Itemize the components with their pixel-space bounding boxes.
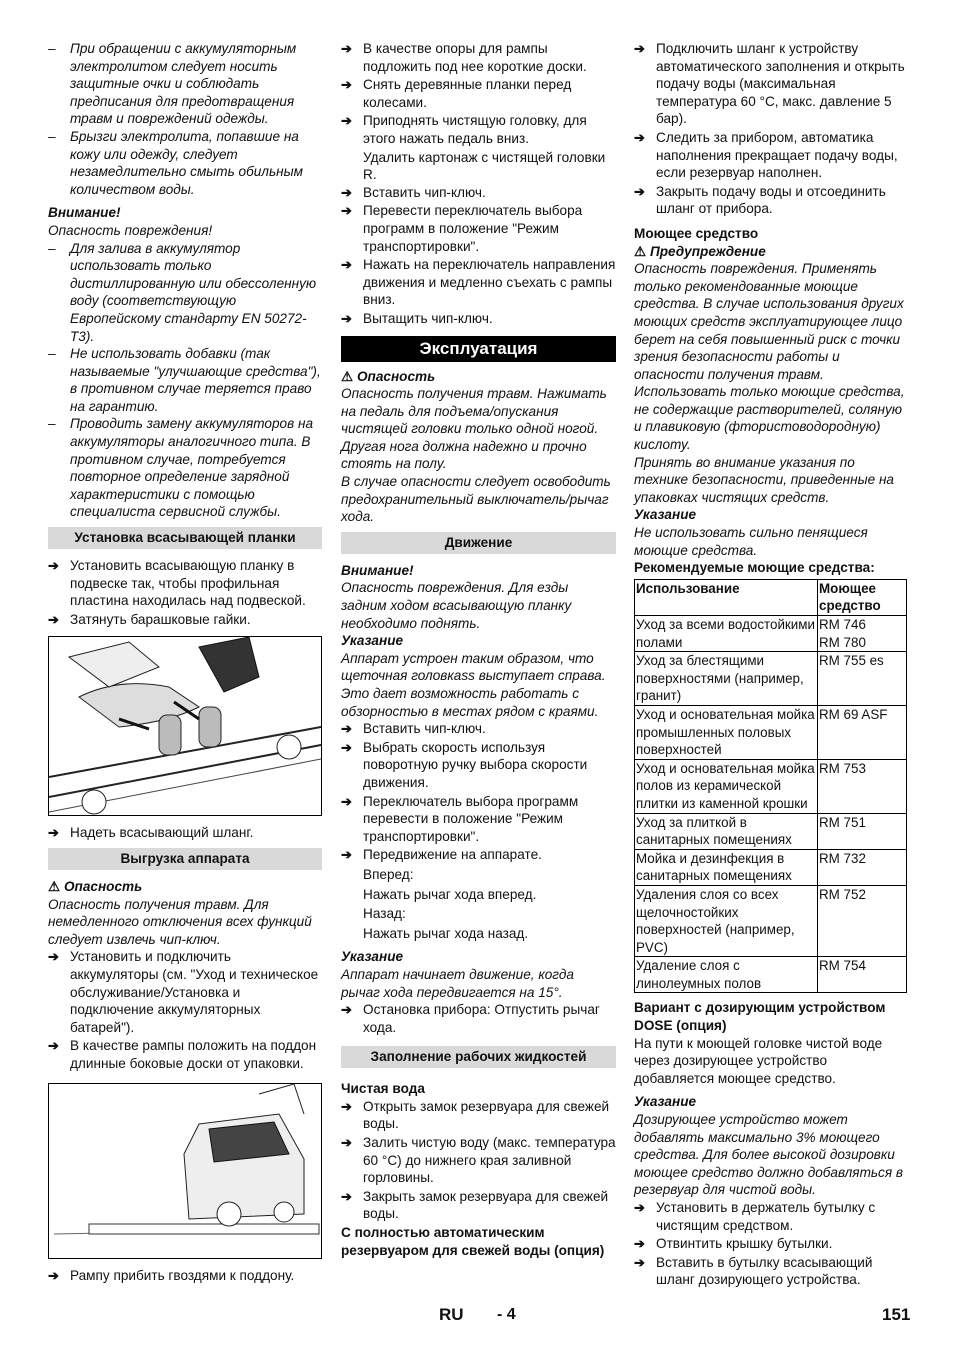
step-item: ➔ Рампу прибить гвоздями к поддону. [48,1267,322,1285]
attention-title: Внимание! [48,205,121,221]
step-subtext: Назад: [363,906,406,922]
section-heading: Установка всасывающей планки [48,527,322,549]
table-row [635,616,907,652]
step-item: ➔ Залить чистую воду (макс. температура 60 °C) до нижнего края заливной горловины. [341,1134,616,1187]
step-item: ➔ Установить в держатель бутылку с чистящим средством. [634,1199,907,1234]
column-middle [341,40,616,1259]
note-text: Не использовать сильно пенящиеся моющие средства. [634,525,868,558]
table-cell-agent: RM 746 RM 780 [818,616,907,652]
subheading: Вариант с дозирующим устройством DOSE (опция) [634,1000,886,1034]
squeegee-drawing [49,637,321,815]
step-item: ➔ Остановка прибора: Отпустить рычаг хода. [341,1001,616,1036]
table-cell-agent: RM 755 es [818,652,907,706]
table-cell-agent: RM 732 [818,849,907,885]
table-row [635,849,907,885]
warning-text: Использовать только моющие средства, не содержащие растворителей, соляную и плавиковую (фтористоводородную) кислоту. [634,384,905,453]
step-item: ➔ Открыть замок резервуара для свежей воды. [341,1098,616,1133]
step-item: ➔ Надеть всасывающий шланг. [48,824,322,842]
table-cell-agent: RM 752 [818,885,907,956]
subheading: Рекомендуемые моющие средства: [634,560,875,576]
list-item: – Не использовать добавки (так называемые "улучшающие средства"), в противном случае теряется право на гарантию. [48,345,322,415]
danger-title: ⚠ Опасность [48,878,322,896]
attention-text: Опасность повреждения. Для езды задним ходом всасывающую планку необходимо поднять. [341,580,572,631]
note-title: Указание [634,1094,697,1110]
table-row [635,759,907,813]
table-header-use: Использование [635,579,818,615]
step-subtext: Вперед: [363,866,414,882]
table-row [635,705,907,759]
squeegee-illustration [48,636,322,816]
section-heading: Выгрузка аппарата [48,848,322,870]
column-right [634,40,907,1290]
table-row [635,813,907,849]
footer-page-number: 151 [882,1305,911,1324]
step-item: ➔ Затянуть барашковые гайки. [48,611,322,629]
danger-text: В случае опасности следует освободить предохранительный выключатель/рычаг хода. [341,474,611,525]
table-row [635,957,907,993]
danger-title: ⚠ Опасность [341,368,616,386]
step-item: ➔ Вставить чип-ключ. [341,720,616,738]
step-item: ➔ Установить и подключить аккумуляторы (см. "Уход и техническое обслуживание/Установка и подключение аккумуляторных батарей"). [48,948,322,1036]
table-cell-use: Уход за блестящими поверхностями (например, гранит) [635,652,818,706]
table-row [635,885,907,956]
table-cell-agent: RM 69 ASF [818,705,907,759]
step-item: ➔ В качестве рампы положить на поддон длинные боковые доски от упаковки. [48,1037,322,1072]
note-title: Указание [634,507,697,523]
note-text: Дозирующее устройство может добавлять максимально 3% моющего средства. Для более высокой дозировки моющее средство должно добавляться в резервуар для чистой воды. [634,1112,903,1198]
footer-language: RU [439,1305,464,1324]
step-item: ➔ Закрыть подачу воды и отсоединить шланг от прибора. [634,183,907,218]
step-item: ➔ Приподнять чистящую головку, для этого нажать педаль вниз. [341,112,616,147]
warning-title: ⚠ Предупреждение [634,243,907,261]
detergent-table [634,579,907,994]
list-item: – Для залива в аккумулятор использовать только дистиллированную или обессоленную воду (соответствующую Европейскому стандарту EN 50272-T3). [48,240,322,346]
step-subtext: Нажать рычаг хода вперед. [363,886,537,902]
table-cell-use: Удаление слоя с линолеумных полов [635,957,818,993]
list-item: – При обращении с аккумуляторным электролитом следует носить защитные очки и соблюдать предписания для предотвращения травм и повреждений одежды. [48,40,322,128]
section-heading: Движение [341,532,616,554]
step-item: ➔ Следить за прибором, автоматика наполнения прекращает подачу воды, если резервуар наполнен. [634,129,907,182]
danger-text: Опасность получения травм. Для немедленного отключения всех функций следует извлечь чип-ключ. [48,896,312,947]
machine-on-pallet-drawing [49,1084,321,1258]
step-item: ➔ Перевести переключатель выбора программ в положение "Режим транспортировки". [341,202,616,255]
table-cell-use: Удаления слоя со всех щелочностойких поверхностей (например, PVC) [635,885,818,956]
table-cell-use: Уход и основательная мойка промышленных половых поверхностей [635,705,818,759]
step-item: ➔ Нажать на переключатель направления движения и медленно съехать с рампы вниз. [341,256,616,309]
note-title: Указание [341,633,404,649]
note-title: Указание [341,949,404,965]
table-cell-use: Уход за всеми водостойкими полами [635,616,818,652]
step-item: ➔ Вставить чип-ключ. [341,184,616,202]
attention-text: Опасность повреждения! [48,222,213,238]
list-item: – Проводить замену аккумуляторов на аккумуляторы аналогичного типа. В противном случае, потребуется повторное определение зарядной характеристики с помощью специалиста сервисной службы. [48,415,322,521]
note-text: Аппарат начинает движение, когда рычаг хода передвигается на 15°. [341,966,574,1000]
subheading: С полностью автоматическим резервуаром для свежей воды (опция) [341,1225,605,1258]
table-header-agent: Моющее средство [818,579,907,615]
column-left [48,40,322,1285]
step-subtext: Удалить картонаж с чистящей головки R. [363,149,606,183]
danger-text: Опасность получения травм. Нажимать на педаль для подъема/опускания чистящей головки только одной ногой. Другая нога должна надежно и прочно стоять на полу. [341,386,607,472]
subheading: Моющее средство [634,225,759,241]
unloading-illustration [48,1083,322,1259]
warning-text: Опасность повреждения. Применять только рекомендованные моющие средства. В случае использования других моющих средств эксплуатирующее лицо берет на себя повышенный риск с точки зрения безопасности работы и опасности получения травм. [634,261,904,382]
section-heading: Заполнение рабочих жидкостей [341,1046,616,1068]
step-item: ➔ Выбрать скорость используя поворотную ручку выбора скорости движения. [341,739,616,792]
step-item: ➔ Подключить шланг к устройству автоматического заполнения и открыть подачу воды (максимальная температура 60 °C, макс. давление 5 бар). [634,40,907,128]
step-item: ➔ Вытащить чип-ключ. [341,310,616,328]
attention-title: Внимание! [341,562,414,578]
step-item: ➔ Передвижение на аппарате. [341,846,616,864]
step-item: ➔ Отвинтить крышку бутылки. [634,1235,907,1253]
table-body [635,616,907,993]
note-text: Аппарат устроен таким образом, что щеточная головкаss выступает справа. Это дает возможность работать с обзорностью в местах рядом с краями. [341,650,606,719]
table-cell-agent: RM 754 [818,957,907,993]
table-cell-agent: RM 753 [818,759,907,813]
footer-page-part: - 4 [497,1306,516,1323]
table-header-row [635,579,907,615]
step-item: ➔ Снять деревянные планки перед колесами. [341,76,616,111]
list-item: – Брызги электролита, попавшие на кожу или одежду, следует незамедлительно смыть обильным количеством воды. [48,128,322,198]
table-row [635,652,907,706]
table-cell-agent: RM 751 [818,813,907,849]
warning-text: Принять во внимание указания по технике безопасности, приведенные на упаковках чистящих средств. [634,454,894,505]
table-cell-use: Уход и основательная мойка полов из керамической плитки из каменной крошки [635,759,818,813]
step-subtext: Нажать рычаг хода назад. [363,925,529,941]
subheading: Чистая вода [341,1081,425,1097]
table-cell-use: Мойка и дезинфекция в санитарных помещениях [635,849,818,885]
step-item: ➔ Установить всасывающую планку в подвеске так, чтобы профильная пластина находилась над подвеской. [48,557,322,610]
step-item: ➔ Вставить в бутылку всасывающий шланг дозирующего устройства. [634,1254,907,1289]
table-cell-use: Уход за плиткой в санитарных помещениях [635,813,818,849]
step-item: ➔ Закрыть замок резервуара для свежей воды. [341,1188,616,1223]
step-item: ➔ В качестве опоры для рампы подложить под нее короткие доски. [341,40,616,75]
paragraph: На пути к моющей головке чистой воде через дозирующее устройство добавляется моющее средство. [634,1035,883,1086]
step-item: ➔ Переключатель выбора программ перевести в положение "Режим транспортировки". [341,793,616,846]
chapter-title: Эксплуатация [341,336,616,362]
